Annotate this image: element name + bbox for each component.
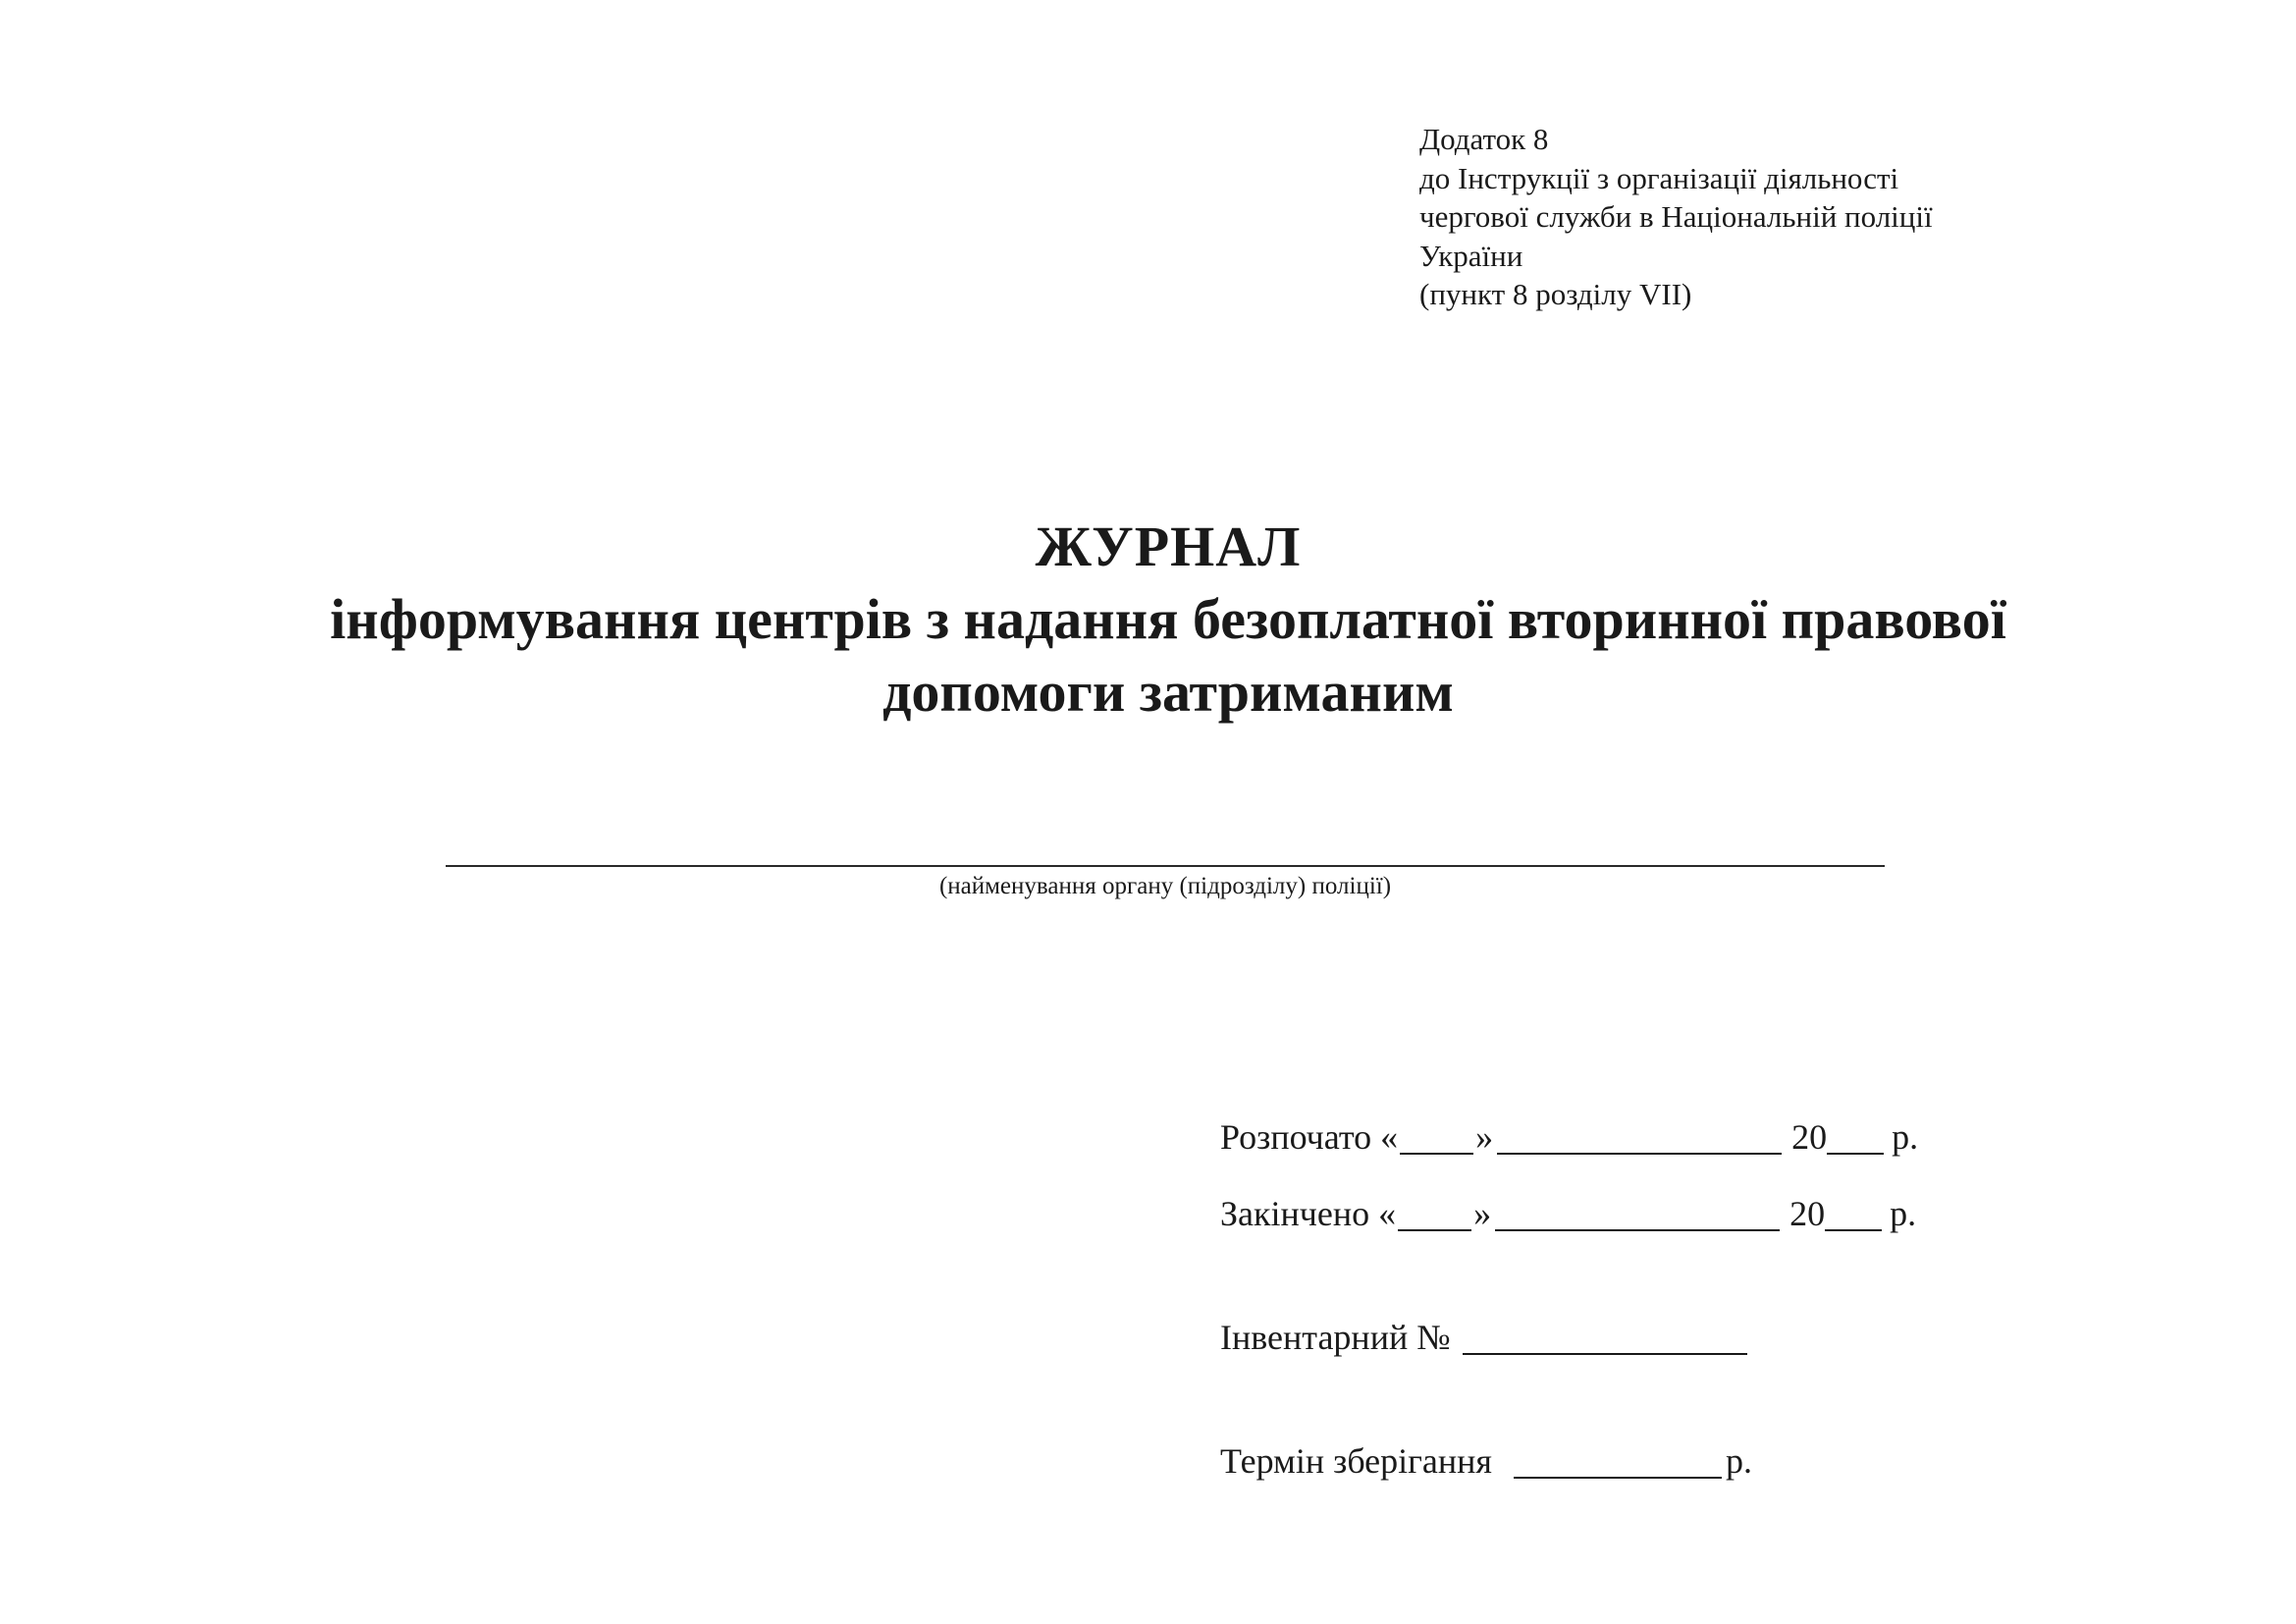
appendix-reference (1419, 120, 1933, 314)
inventory-number-blank[interactable] (1463, 1324, 1747, 1355)
close-quote: » (1475, 1117, 1494, 1157)
open-quote: « (1380, 1117, 1399, 1157)
started-date-field (1220, 1115, 1918, 1159)
organization-name-caption: (найменування органу (підрозділу) поліції) (938, 873, 1392, 899)
started-label: Розпочато (1220, 1117, 1372, 1157)
appendix-line: чергової служби в Національній поліції (1419, 199, 1933, 234)
document-title (0, 511, 2296, 729)
year-suffix: р. (1890, 1194, 1917, 1233)
year-prefix: 20 (1789, 1194, 1826, 1233)
retention-label: Термін зберігання (1220, 1441, 1492, 1481)
retention-period-field (1220, 1439, 1752, 1483)
started-day-blank[interactable] (1400, 1123, 1473, 1155)
title-main: ЖУРНАЛ (1035, 514, 1302, 578)
appendix-line: (пункт 8 розділу VII) (1419, 277, 1692, 311)
title-subtitle-line-2: допомоги затриманим (882, 660, 1454, 724)
year-prefix: 20 (1791, 1117, 1828, 1157)
started-month-blank[interactable] (1497, 1123, 1782, 1155)
inventory-label: Інвентарний № (1220, 1318, 1451, 1357)
retention-period-blank[interactable] (1514, 1447, 1722, 1479)
finished-label: Закінчено (1220, 1194, 1370, 1233)
close-quote: » (1473, 1194, 1492, 1233)
started-year-blank[interactable] (1827, 1123, 1884, 1155)
retention-suffix: р. (1725, 1441, 1752, 1481)
title-subtitle-line-1: інформування центрів з надання безоплатної вторинної правової (330, 587, 2006, 651)
finished-year-blank[interactable] (1825, 1200, 1882, 1231)
finished-date-field (1220, 1192, 1916, 1235)
inventory-number-field (1220, 1316, 1747, 1359)
appendix-line: до Інструкції з організації діяльності (1419, 160, 1899, 195)
year-suffix: р. (1892, 1117, 1919, 1157)
finished-day-blank[interactable] (1398, 1200, 1471, 1231)
organization-name-field[interactable] (446, 865, 1885, 867)
finished-month-blank[interactable] (1495, 1200, 1780, 1231)
appendix-line: Додаток 8 (1419, 122, 1549, 156)
open-quote: « (1378, 1194, 1397, 1233)
appendix-line: України (1419, 238, 1523, 273)
